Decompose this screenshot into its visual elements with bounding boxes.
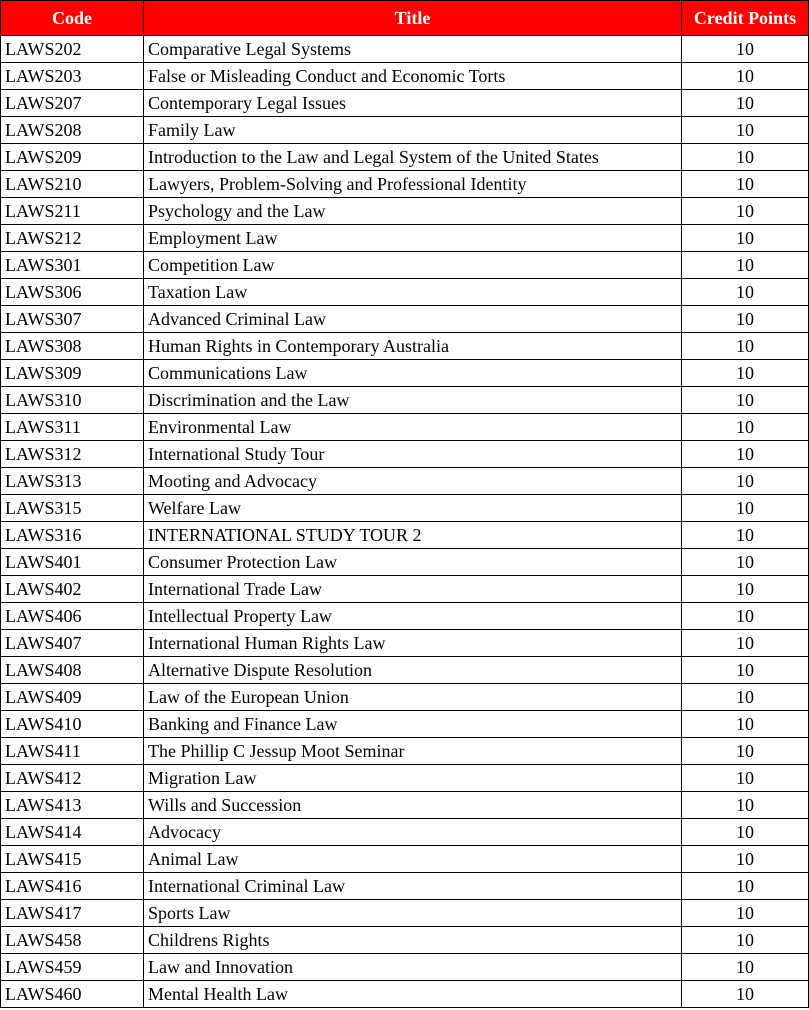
- cell-code: LAWS407: [1, 630, 144, 657]
- cell-code: LAWS208: [1, 117, 144, 144]
- cell-credit-points: 10: [682, 225, 809, 252]
- cell-title: Comparative Legal Systems: [144, 36, 682, 63]
- header-credit-points: Credit Points: [682, 1, 809, 36]
- cell-title: Advanced Criminal Law: [144, 306, 682, 333]
- cell-code: LAWS401: [1, 549, 144, 576]
- cell-title: Communications Law: [144, 360, 682, 387]
- table-row: [1, 144, 809, 171]
- cell-title: Sports Law: [144, 900, 682, 927]
- cell-credit-points: 10: [682, 819, 809, 846]
- cell-title: International Trade Law: [144, 576, 682, 603]
- cell-title: Environmental Law: [144, 414, 682, 441]
- cell-credit-points: 10: [682, 576, 809, 603]
- table-row: [1, 171, 809, 198]
- header-title: Title: [144, 1, 682, 36]
- cell-code: LAWS211: [1, 198, 144, 225]
- table-row: [1, 630, 809, 657]
- cell-title: Consumer Protection Law: [144, 549, 682, 576]
- cell-credit-points: 10: [682, 279, 809, 306]
- cell-title: Advocacy: [144, 819, 682, 846]
- table-row: [1, 900, 809, 927]
- cell-credit-points: 10: [682, 414, 809, 441]
- cell-credit-points: 10: [682, 873, 809, 900]
- table-row: [1, 63, 809, 90]
- table-row: [1, 738, 809, 765]
- table-row: [1, 792, 809, 819]
- table-row: [1, 90, 809, 117]
- cell-credit-points: 10: [682, 684, 809, 711]
- table-row: [1, 306, 809, 333]
- table-row: [1, 981, 809, 1008]
- cell-title: Lawyers, Problem-Solving and Professional Identity: [144, 171, 682, 198]
- cell-title: Psychology and the Law: [144, 198, 682, 225]
- table-row: [1, 387, 809, 414]
- cell-title: Wills and Succession: [144, 792, 682, 819]
- cell-code: LAWS315: [1, 495, 144, 522]
- table-row: [1, 333, 809, 360]
- cell-title: Welfare Law: [144, 495, 682, 522]
- cell-code: LAWS209: [1, 144, 144, 171]
- cell-code: LAWS203: [1, 63, 144, 90]
- table-row: [1, 468, 809, 495]
- cell-credit-points: 10: [682, 306, 809, 333]
- cell-credit-points: 10: [682, 387, 809, 414]
- cell-code: LAWS416: [1, 873, 144, 900]
- cell-credit-points: 10: [682, 846, 809, 873]
- header-row: [1, 1, 809, 36]
- cell-credit-points: 10: [682, 900, 809, 927]
- cell-code: LAWS313: [1, 468, 144, 495]
- cell-code: LAWS316: [1, 522, 144, 549]
- cell-credit-points: 10: [682, 657, 809, 684]
- cell-credit-points: 10: [682, 630, 809, 657]
- cell-credit-points: 10: [682, 927, 809, 954]
- cell-credit-points: 10: [682, 63, 809, 90]
- cell-credit-points: 10: [682, 468, 809, 495]
- cell-credit-points: 10: [682, 360, 809, 387]
- cell-credit-points: 10: [682, 495, 809, 522]
- cell-code: LAWS413: [1, 792, 144, 819]
- table-row: [1, 819, 809, 846]
- table-body: [1, 36, 809, 1008]
- table-row: [1, 549, 809, 576]
- table-row: [1, 441, 809, 468]
- cell-title: Discrimination and the Law: [144, 387, 682, 414]
- cell-credit-points: 10: [682, 252, 809, 279]
- cell-title: Intellectual Property Law: [144, 603, 682, 630]
- cell-code: LAWS406: [1, 603, 144, 630]
- table-row: [1, 576, 809, 603]
- table-row: [1, 927, 809, 954]
- cell-title: Law and Innovation: [144, 954, 682, 981]
- cell-title: Employment Law: [144, 225, 682, 252]
- table-row: [1, 360, 809, 387]
- cell-title: Family Law: [144, 117, 682, 144]
- cell-title: Law of the European Union: [144, 684, 682, 711]
- cell-code: LAWS301: [1, 252, 144, 279]
- cell-code: LAWS411: [1, 738, 144, 765]
- cell-credit-points: 10: [682, 603, 809, 630]
- cell-code: LAWS307: [1, 306, 144, 333]
- cell-title: Taxation Law: [144, 279, 682, 306]
- cell-code: LAWS207: [1, 90, 144, 117]
- cell-credit-points: 10: [682, 441, 809, 468]
- table-row: [1, 765, 809, 792]
- cell-code: LAWS308: [1, 333, 144, 360]
- cell-credit-points: 10: [682, 144, 809, 171]
- cell-title: International Study Tour: [144, 441, 682, 468]
- cell-credit-points: 10: [682, 792, 809, 819]
- cell-credit-points: 10: [682, 117, 809, 144]
- cell-credit-points: 10: [682, 36, 809, 63]
- table-row: [1, 657, 809, 684]
- table-row: [1, 711, 809, 738]
- cell-code: LAWS202: [1, 36, 144, 63]
- cell-title: Alternative Dispute Resolution: [144, 657, 682, 684]
- cell-title: Contemporary Legal Issues: [144, 90, 682, 117]
- cell-credit-points: 10: [682, 981, 809, 1008]
- cell-code: LAWS212: [1, 225, 144, 252]
- cell-title: Introduction to the Law and Legal System of the United States: [144, 144, 682, 171]
- table-row: [1, 495, 809, 522]
- cell-title: Mental Health Law: [144, 981, 682, 1008]
- cell-code: LAWS311: [1, 414, 144, 441]
- cell-title: Animal Law: [144, 846, 682, 873]
- cell-code: LAWS414: [1, 819, 144, 846]
- cell-code: LAWS410: [1, 711, 144, 738]
- table-row: [1, 198, 809, 225]
- table-row: [1, 954, 809, 981]
- cell-credit-points: 10: [682, 90, 809, 117]
- cell-code: LAWS458: [1, 927, 144, 954]
- cell-credit-points: 10: [682, 333, 809, 360]
- table-row: [1, 252, 809, 279]
- table-row: [1, 603, 809, 630]
- table-row: [1, 846, 809, 873]
- cell-credit-points: 10: [682, 171, 809, 198]
- cell-credit-points: 10: [682, 711, 809, 738]
- cell-credit-points: 10: [682, 549, 809, 576]
- cell-credit-points: 10: [682, 954, 809, 981]
- cell-credit-points: 10: [682, 198, 809, 225]
- cell-code: LAWS415: [1, 846, 144, 873]
- cell-title: The Phillip C Jessup Moot Seminar: [144, 738, 682, 765]
- table-row: [1, 279, 809, 306]
- cell-code: LAWS210: [1, 171, 144, 198]
- cell-title: Banking and Finance Law: [144, 711, 682, 738]
- cell-title: INTERNATIONAL STUDY TOUR 2: [144, 522, 682, 549]
- table-row: [1, 117, 809, 144]
- cell-title: Competition Law: [144, 252, 682, 279]
- cell-title: International Human Rights Law: [144, 630, 682, 657]
- table-row: [1, 225, 809, 252]
- cell-title: False or Misleading Conduct and Economic Torts: [144, 63, 682, 90]
- cell-title: Childrens Rights: [144, 927, 682, 954]
- cell-code: LAWS417: [1, 900, 144, 927]
- cell-credit-points: 10: [682, 765, 809, 792]
- cell-code: LAWS409: [1, 684, 144, 711]
- cell-title: Mooting and Advocacy: [144, 468, 682, 495]
- cell-title: International Criminal Law: [144, 873, 682, 900]
- cell-credit-points: 10: [682, 522, 809, 549]
- table-row: [1, 522, 809, 549]
- cell-code: LAWS412: [1, 765, 144, 792]
- header-code: Code: [1, 1, 144, 36]
- cell-code: LAWS312: [1, 441, 144, 468]
- cell-credit-points: 10: [682, 738, 809, 765]
- cell-code: LAWS459: [1, 954, 144, 981]
- table-row: [1, 36, 809, 63]
- table-row: [1, 684, 809, 711]
- cell-code: LAWS310: [1, 387, 144, 414]
- cell-code: LAWS306: [1, 279, 144, 306]
- cell-code: LAWS309: [1, 360, 144, 387]
- table-row: [1, 873, 809, 900]
- cell-code: LAWS408: [1, 657, 144, 684]
- cell-title: Migration Law: [144, 765, 682, 792]
- cell-code: LAWS460: [1, 981, 144, 1008]
- cell-title: Human Rights in Contemporary Australia: [144, 333, 682, 360]
- table-row: [1, 414, 809, 441]
- cell-code: LAWS402: [1, 576, 144, 603]
- table-header: [1, 1, 809, 36]
